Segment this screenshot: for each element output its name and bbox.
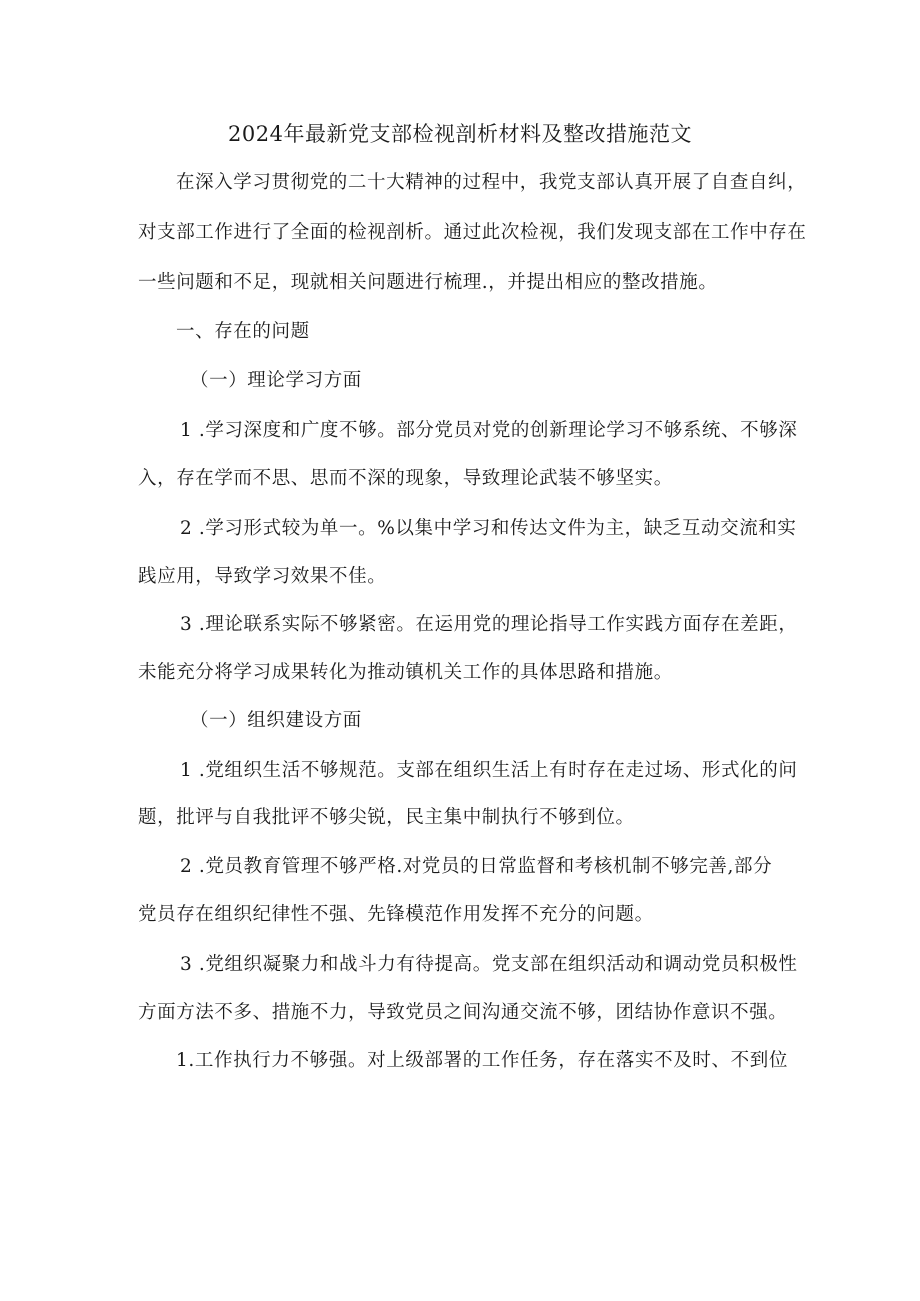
section-heading-problems: 一、存在的问题 bbox=[176, 321, 310, 342]
theory-item-3-line-1: 3 .理论联系实际不够紧密。在运用党的理论指导工作实践方面存在差距， bbox=[180, 614, 798, 635]
organization-item-2-line-2: 党员存在组织纪律性不强、先锋模范作用发挥不充分的问题。 bbox=[138, 904, 654, 925]
execution-item-1-line-1: 1.工作执行力不够强。对上级部署的工作任务，存在落实不及时、不到位 bbox=[176, 1050, 788, 1071]
theory-item-1-line-2: 入，存在学而不思、思而不深的现象，导致理论武装不够坚实。 bbox=[138, 468, 673, 489]
organization-item-3-line-2: 方面方法不多、措施不力，导致党员之间沟通交流不够，团结协作意识不强。 bbox=[138, 1002, 788, 1023]
theory-item-3-line-2: 未能充分将学习成果转化为推动镇机关工作的具体思路和措施。 bbox=[138, 662, 673, 683]
theory-item-2-line-1: 2 .学习形式较为单一。%以集中学习和传达文件为主，缺乏互动交流和实 bbox=[180, 518, 797, 539]
intro-line-3: 一些问题和不足，现就相关问题进行梳理.，并提出相应的整改措施。 bbox=[138, 272, 718, 293]
subsection-heading-theory: （一）理论学习方面 bbox=[190, 370, 362, 391]
intro-line-2: 对支部工作进行了全面的检视剖析。通过此次检视，我们发现支部在工作中存在 bbox=[138, 222, 807, 243]
subsection-heading-organization: （一）组织建设方面 bbox=[190, 710, 362, 731]
organization-item-1-line-1: 1 .党组织生活不够规范。支部在组织生活上有时存在走过场、形式化的问 bbox=[180, 760, 798, 781]
theory-item-2-line-2: 践应用，导致学习效果不佳。 bbox=[138, 566, 387, 587]
document-title: 2024年最新党支部检视剖析材料及整改措施范文 bbox=[228, 122, 692, 146]
theory-item-1-line-1: 1 .学习深度和广度不够。部分党员对党的创新理论学习不够系统、不够深 bbox=[180, 420, 798, 441]
intro-line-1: 在深入学习贯彻党的二十大精神的过程中，我党支部认真开展了自查自纠， bbox=[176, 172, 807, 193]
organization-item-2-line-1: 2 .党员教育管理不够严格.对党员的日常监督和考核机制不够完善,部分 bbox=[180, 856, 773, 877]
organization-item-1-line-2: 题，批评与自我批评不够尖锐，民主集中制执行不够到位。 bbox=[138, 807, 635, 828]
organization-item-3-line-1: 3 .党组织凝聚力和战斗力有待提高。党支部在组织活动和调动党员积极性 bbox=[180, 954, 798, 975]
